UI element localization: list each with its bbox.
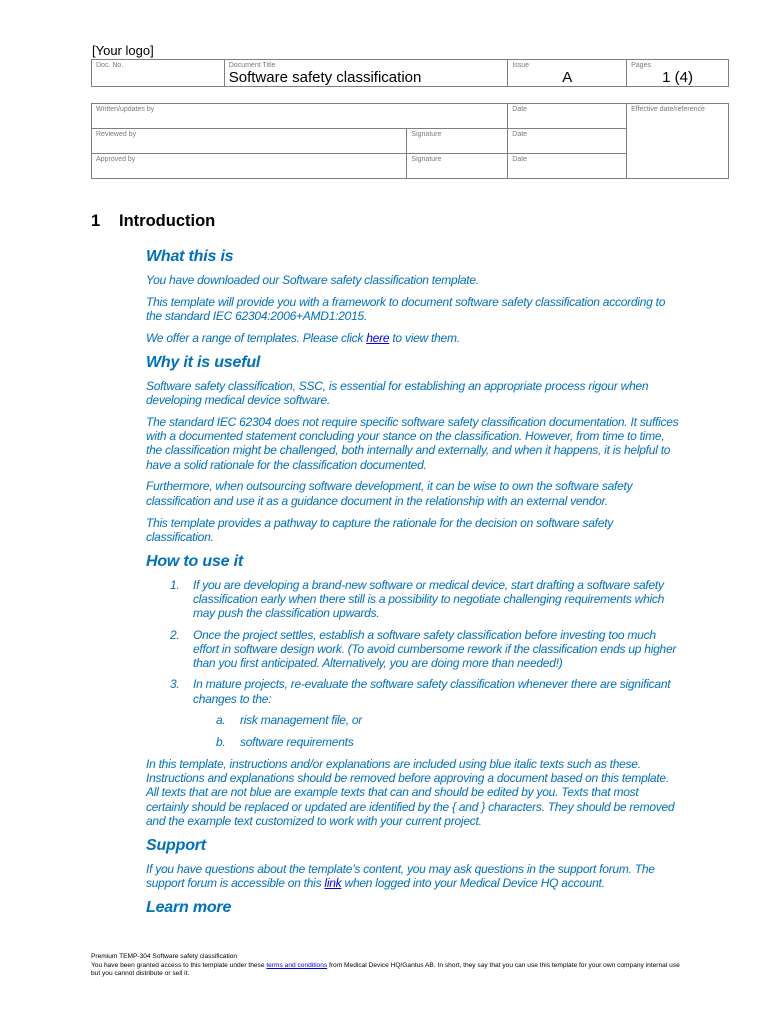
pages-value: 1 (4) <box>662 69 693 86</box>
date-label: Date <box>512 106 528 113</box>
written-by-cell <box>92 104 508 129</box>
signature-label: Signature <box>411 156 442 163</box>
document-header-table <box>91 59 729 87</box>
why-paragraph: Software safety classification, SSC, is essential for establishing an appropriate process rigour when developing medical device software. <box>146 378 649 407</box>
list-text: If you are developing a brand-new software or medical device, start drafting a software safety classification early when there still is a possibility to negotiate challenging requirements which may push the classification upwards. <box>193 577 665 621</box>
footer-doc-line: Premium TEMP-304 Software safety classification <box>91 953 238 960</box>
section-title: Introduction <box>119 212 216 230</box>
support-heading: Support <box>146 836 206 854</box>
sub-list-item <box>193 735 680 749</box>
doc-no-label: Doc. No. <box>96 62 124 69</box>
page-footer <box>91 953 681 979</box>
sub-list-text: risk management file, or <box>240 713 363 728</box>
date-label: Date <box>512 156 528 163</box>
signature-label: Signature <box>411 131 442 138</box>
why-heading: Why it is useful <box>146 353 261 371</box>
approval-table <box>91 103 729 179</box>
approved-signature-cell <box>407 154 508 179</box>
effective-date-cell <box>627 104 729 179</box>
logo-placeholder: [Your logo] <box>92 43 154 58</box>
doc-title-value: Software safety classification <box>228 69 422 86</box>
pages-label: Pages <box>631 62 651 69</box>
list-number: 3. <box>170 677 180 692</box>
effective-date-label: Effective date/reference <box>631 106 705 113</box>
doc-title-cell <box>224 60 508 87</box>
list-text: In mature projects, re-evaluate the software safety classification whenever there are significant changes to the: <box>193 677 671 706</box>
footer-terms-line <box>91 962 681 979</box>
sub-list-letter: a. <box>216 713 226 728</box>
section-number: 1 <box>91 212 101 230</box>
doc-title-label: Document Title <box>228 62 276 69</box>
support-paragraph <box>146 862 680 891</box>
issue-label: Issue <box>512 62 530 69</box>
list-text: Once the project settles, establish a software safety classification before investing too much effort in software design work. (To avoid cumbersome rework if the classification ends up higher than you first anticipated. Alternatively, you are doing more than needed!) <box>193 627 677 671</box>
reviewed-signature-cell <box>407 129 508 154</box>
sub-list-item <box>193 713 680 727</box>
what-paragraph: You have downloaded our Software safety classification template. <box>146 273 479 287</box>
approved-by-label: Approved by <box>96 156 136 163</box>
text-run: to view them. <box>389 330 460 345</box>
reviewed-by-label: Reviewed by <box>96 131 137 138</box>
instructions-body <box>146 247 680 924</box>
approved-by-cell <box>92 154 407 179</box>
list-item <box>146 628 680 671</box>
issue-value: A <box>562 69 573 86</box>
learn-more-heading: Learn more <box>146 898 232 916</box>
text-run: We offer a range of templates. Please click <box>146 330 367 345</box>
section-heading <box>91 212 215 231</box>
how-heading: How to use it <box>146 552 243 570</box>
list-number: 2. <box>170 627 180 642</box>
what-paragraph <box>146 331 680 345</box>
support-forum-link[interactable]: link <box>324 875 342 890</box>
how-paragraph: In this template, instructions and/or explanations are included using blue italic texts such as these. Instructions and explanations should be removed before approving a document based on this template. All texts that are not blue are example texts that can and should be edited by you. Texts that most certainly should be replaced or updated are identified by the { and } characters. They should be removed and the example text customized to work with your current project. <box>146 756 675 828</box>
sub-list-text: software requirements <box>240 734 354 749</box>
terms-link[interactable]: terms and conditions <box>266 961 328 969</box>
written-date-cell <box>508 104 627 129</box>
pages-cell <box>627 60 729 87</box>
what-paragraph: This template will provide you with a framework to document software safety classification according to the standard IEC 62304:2006+AMD1:2015. <box>146 294 666 324</box>
what-heading: What this is <box>146 248 234 265</box>
date-label: Date <box>512 131 528 138</box>
text-run: If you have questions about the template’s content, you may ask questions in the support forum. The support forum is accessible on this <box>146 861 655 890</box>
why-paragraph: The standard IEC 62304 does not require specific software safety classification documentation. It suffices with a documented statement concluding your stance on the classification. However, from time to time, the classification might be challenged, both internally and externally, and when it happens, it is helpful to have a solid rationale for the classification documented. <box>146 414 679 472</box>
issue-cell <box>508 60 627 87</box>
sub-list <box>193 713 680 749</box>
list-item <box>146 677 680 749</box>
reviewed-date-cell <box>508 129 627 154</box>
sub-list-letter: b. <box>216 734 226 749</box>
text-run: from Medical Device HQ/Gantus AB. In short, they say that you can use this template for your own company internal use but you cannot distribute or sell it. <box>91 961 680 978</box>
list-number: 1. <box>170 577 180 592</box>
approved-date-cell <box>508 154 627 179</box>
why-paragraph: This template provides a pathway to capture the rationale for the decision on software safety classification. <box>146 515 614 544</box>
text-run: You have been granted access to this template under these <box>91 961 267 969</box>
templates-link[interactable]: here <box>366 330 390 345</box>
doc-no-cell <box>92 60 225 87</box>
how-steps-list <box>146 578 680 749</box>
list-item <box>146 578 680 621</box>
why-paragraph: Furthermore, when outsourcing software development, it can be wise to own the software safety classification and use it as a guidance document in the relationship with an external vendor. <box>146 479 633 508</box>
text-run: when logged into your Medical Device HQ account. <box>341 875 605 890</box>
reviewed-by-cell <box>92 129 407 154</box>
written-by-label: Written/updates by <box>96 106 155 113</box>
